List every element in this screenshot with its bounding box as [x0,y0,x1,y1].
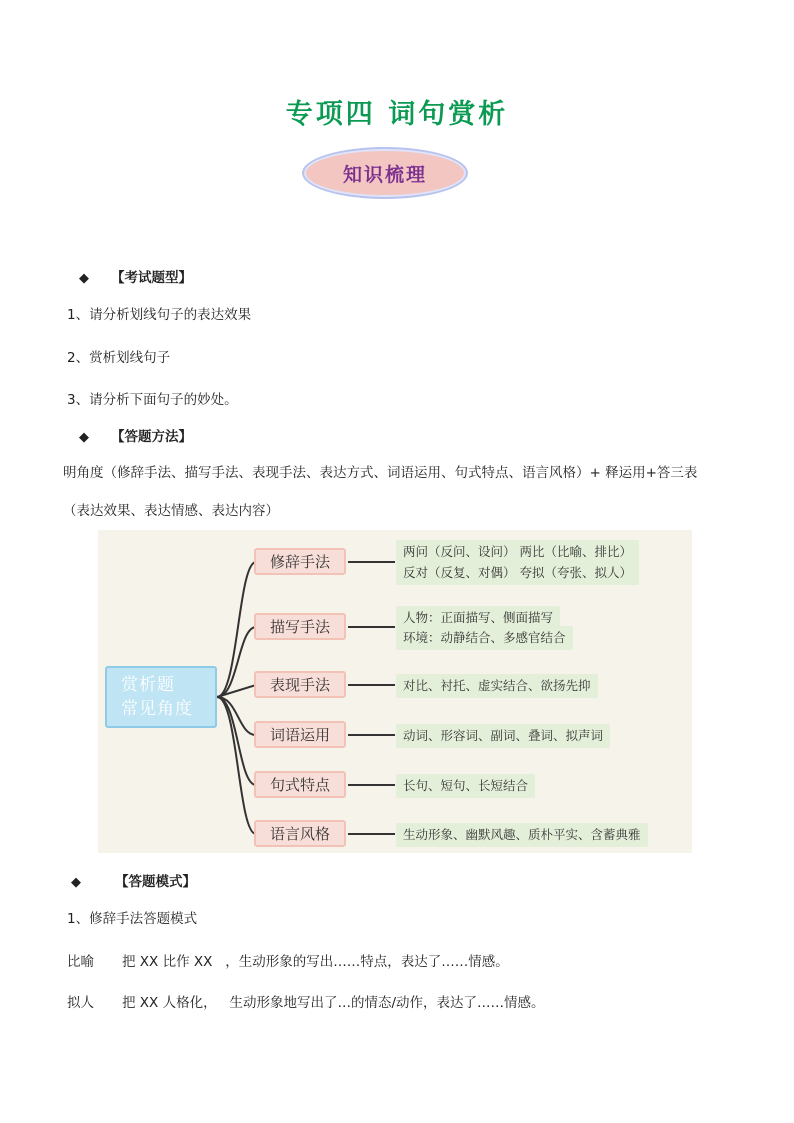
branch-rhetoric: 修辞手法 [254,548,346,575]
leaf-rhetoric-1: 两问（反问、设问） 两比（比喻、排比） [396,540,639,564]
types-heading [67,266,192,286]
mode-row-personification [67,991,545,1011]
mode-row-label: 拟人 [67,995,94,1011]
mode-heading-label: 【答题模式】 [115,874,196,890]
types-item-2: 2、赏析划线句子 [67,350,171,366]
leaf-rhetoric-2: 反对（反复、对偶） 夸拟（夸张、拟人） [396,561,639,585]
mindmap-root [105,666,217,728]
mindmap [98,530,692,853]
types-item-1: 1、请分析划线句子的表达效果 [67,307,252,323]
mode-sub: 1、修辞手法答题模式 [67,911,198,927]
leaf-description-1: 人物：正面描写、侧面描写 [396,606,560,630]
leaf-style-1: 生动形象、幽默风趣、质朴平实、含蓄典雅 [396,823,648,847]
mode-row-text: 把 XX 人格化， 生动形象地写出了…的情态/动作，表达了……情感。 [122,995,545,1011]
page-title: 专项四 词句赏析 [285,99,509,130]
branch-description: 描写手法 [254,613,346,640]
leaf-word-use-1: 动词、形容词、副词、叠词、拟声词 [396,724,610,748]
branch-style: 语言风格 [254,820,346,847]
mode-heading [63,870,196,890]
diamond-icon: ◆ [79,430,89,445]
branch-word-use: 词语运用 [254,721,346,748]
leaf-sentence-1: 长句、短句、长短结合 [396,774,535,798]
leaf-expression-1: 对比、衬托、虚实结合、欲扬先抑 [396,674,598,698]
method-heading-label: 【答题方法】 [111,429,192,445]
method-line-2: （表达效果、表达情感、表达内容） [63,503,279,519]
method-heading [67,425,192,445]
diamond-icon: ◆ [71,875,81,890]
method-line-1: 明角度（修辞手法、描写手法、表现手法、表达方式、词语运用、句式特点、语言风格）+ 释运用+答三表 [63,465,698,481]
types-heading-label: 【考试题型】 [111,270,192,286]
root-line-1: 赏析题 [121,675,175,695]
mode-row-text: 把 XX 比作 XX ，生动形象的写出……特点，表达了……情感。 [122,954,509,970]
leaf-description-2: 环境：动静结合、多感官结合 [396,626,573,650]
diamond-icon: ◆ [79,271,89,286]
section-badge [302,147,468,199]
mode-row-label: 比喻 [67,954,94,970]
branch-sentence: 句式特点 [254,771,346,798]
mode-row-metaphor [67,950,509,970]
branch-expression: 表现手法 [254,671,346,698]
badge-label: 知识梳理 [342,163,427,186]
root-line-2: 常见角度 [121,699,193,719]
types-item-3: 3、请分析下面句子的妙处。 [67,392,238,408]
